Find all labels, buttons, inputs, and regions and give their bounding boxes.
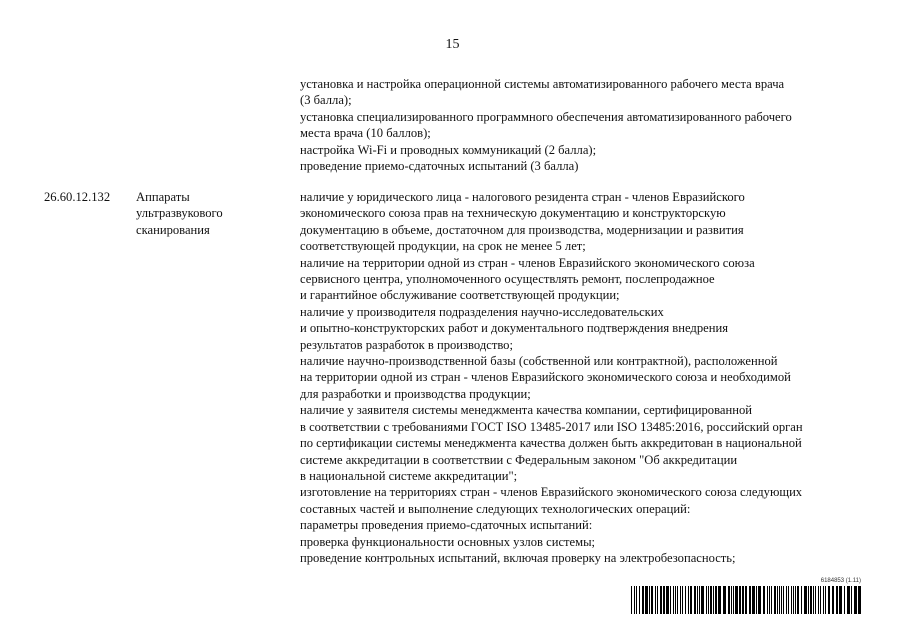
barcode-bar xyxy=(651,586,653,614)
requirement-line: сервисного центра, уполномоченного осуществлять ремонт, послепродажное xyxy=(300,272,715,287)
product-name-line: сканирования xyxy=(136,222,210,237)
barcode-bar xyxy=(685,586,686,614)
barcode-bar xyxy=(820,586,821,614)
barcode-bar xyxy=(851,586,852,614)
barcode-bar xyxy=(828,586,830,614)
product-name-line: ультразвукового xyxy=(136,206,223,221)
barcode-bar xyxy=(847,586,850,614)
barcode-bar xyxy=(636,586,637,614)
barcode-bar xyxy=(728,586,730,614)
requirement-line: составных частей и выполнение следующих технологических операций: xyxy=(300,501,691,516)
barcode-bar xyxy=(808,586,809,614)
page-number: 15 xyxy=(445,37,460,52)
barcode-bar xyxy=(749,586,751,614)
requirements-block xyxy=(300,189,803,566)
requirement-line: параметры проведения приемо-сдаточных испытаний: xyxy=(300,518,593,533)
barcode-bar xyxy=(844,586,845,614)
intro-line: настройка Wi-Fi и проводных коммуникаций (2 балла); xyxy=(300,142,597,157)
barcode-bar xyxy=(649,586,650,614)
barcode-bar xyxy=(795,586,796,614)
barcode-bar xyxy=(742,586,744,614)
barcode-label: 6184853 (1.11) xyxy=(820,578,861,584)
barcode-bar xyxy=(645,586,648,614)
barcode-bar xyxy=(682,586,683,614)
barcode-bar xyxy=(758,586,761,614)
barcode-bar xyxy=(767,586,768,614)
barcode-bar xyxy=(733,586,734,614)
barcode-bar xyxy=(708,586,709,614)
requirement-line: наличие у заявителя системы менеджмента качества компании, сертифицированной xyxy=(300,403,752,418)
requirement-line: результатов разработок в производство; xyxy=(300,337,513,352)
requirement-line: изготовление на территориях стран - членов Евразийского экономического союза следующих xyxy=(300,485,803,500)
barcode-bar xyxy=(854,586,857,614)
requirement-line: в соответствии с требованиями ГОСТ ISO 13485-2017 или ISO 13485:2016, российский орган xyxy=(300,419,803,434)
product-name xyxy=(136,189,223,238)
barcode-bar xyxy=(677,586,678,614)
barcode-bar xyxy=(657,586,658,614)
product-code: 26.60.12.132 xyxy=(44,190,111,204)
requirement-line: документацию в объеме, достаточном для производства, модернизации и развития xyxy=(300,222,744,237)
barcode-bar xyxy=(715,586,717,614)
barcode-bar xyxy=(791,586,792,614)
barcode-bar xyxy=(752,586,755,614)
requirement-line: наличие у производителя подразделения научно-исследовательских xyxy=(300,304,664,319)
intro-line: проведение приемо-сдаточных испытаний (3 балла) xyxy=(300,159,579,174)
barcode-bar xyxy=(763,586,765,614)
barcode-bar xyxy=(710,586,712,614)
barcode-bar xyxy=(697,586,698,614)
requirement-line: в национальной системе аккредитации"; xyxy=(300,468,518,483)
barcode-bar xyxy=(639,586,640,614)
barcode-bar xyxy=(774,586,776,614)
barcode-bar xyxy=(688,586,689,614)
barcode-bar xyxy=(769,586,770,614)
barcode-bar xyxy=(713,586,714,614)
requirement-line: наличие научно-производственной базы (собственной или контрактной), расположенной xyxy=(300,354,778,369)
barcode-bar xyxy=(801,586,802,614)
barcode-bar xyxy=(858,586,861,614)
requirement-line: проверка функциональности основных узлов системы; xyxy=(300,534,596,549)
requirement-line: и опытно-конструкторских работ и документального подтверждения внедрения xyxy=(300,321,728,336)
barcode-bar xyxy=(745,586,747,614)
barcode-bar xyxy=(832,586,834,614)
requirement-line: экономического союза прав на техническую документацию и конструкторскую xyxy=(300,206,726,221)
barcode-bar xyxy=(660,586,662,614)
product-name-line: Аппараты xyxy=(136,190,190,204)
requirement-line: соответствующей продукции, на срок не менее 5 лет; xyxy=(300,239,586,254)
barcode-bar xyxy=(718,586,721,614)
barcode-bar xyxy=(680,586,681,614)
barcode-bar xyxy=(810,586,812,614)
barcode-bar xyxy=(634,586,635,614)
barcode-bar xyxy=(793,586,794,614)
intro-line: места врача (10 баллов); xyxy=(300,126,431,141)
barcode-bar xyxy=(739,586,741,614)
barcode-bar xyxy=(663,586,665,614)
barcode xyxy=(629,578,863,614)
barcode-bar xyxy=(670,586,671,614)
barcode-bar xyxy=(701,586,704,614)
requirement-line: на территории одной из стран - членов Евразийского экономического союза и необходимой xyxy=(300,370,791,385)
barcode-bar xyxy=(756,586,757,614)
requirement-line: для разработки и производства продукции; xyxy=(300,386,531,401)
requirement-line: наличие у юридического лица - налогового резидента стран - членов Евразийского xyxy=(300,190,745,204)
barcode-bar xyxy=(706,586,707,614)
barcode-bar xyxy=(642,586,644,614)
barcode-image xyxy=(629,586,863,614)
barcode-bar xyxy=(673,586,674,614)
barcode-bar xyxy=(825,586,826,614)
barcode-bar xyxy=(813,586,814,614)
barcode-bar xyxy=(655,586,656,614)
requirement-line: проведение контрольных испытаний, включая проверку на электробезопасность; xyxy=(300,550,736,565)
barcode-bar xyxy=(666,586,669,614)
barcode-bar xyxy=(804,586,807,614)
barcode-bar xyxy=(818,586,819,614)
intro-line: (3 балла); xyxy=(300,93,352,108)
requirement-line: по сертификации системы менеджмента качества должен быть аккредитован в национальной xyxy=(300,436,802,451)
barcode-bar xyxy=(690,586,692,614)
intro-line: установка и настройка операционной системы автоматизированного рабочего места врача xyxy=(300,77,785,91)
requirement-line: и гарантийное обслуживание соответствующей продукции; xyxy=(300,288,620,303)
requirement-line: системе аккредитации в соответствии с Федеральным законом "Об аккредитации xyxy=(300,452,738,467)
requirement-line: наличие на территории одной из стран - членов Евразийского экономического союза xyxy=(300,255,755,270)
barcode-bar xyxy=(694,586,696,614)
barcode-bar xyxy=(797,586,799,614)
barcode-bar xyxy=(723,586,726,614)
intro-block xyxy=(300,76,792,174)
barcode-bar xyxy=(788,586,789,614)
barcode-bar xyxy=(781,586,782,614)
barcode-bar xyxy=(735,586,738,614)
barcode-bar xyxy=(631,586,632,614)
barcode-bar xyxy=(823,586,824,614)
barcode-bar xyxy=(771,586,772,614)
barcode-bar xyxy=(777,586,778,614)
barcode-bar xyxy=(675,586,676,614)
barcode-bar xyxy=(836,586,838,614)
barcode-bar xyxy=(786,586,787,614)
barcode-bar xyxy=(731,586,732,614)
barcode-bar xyxy=(815,586,816,614)
barcode-bar xyxy=(779,586,780,614)
barcode-bar xyxy=(839,586,842,614)
intro-line: установка специализированного программного обеспечения автоматизированного рабочего xyxy=(300,109,792,124)
barcode-bar xyxy=(783,586,784,614)
barcode-bar xyxy=(699,586,700,614)
